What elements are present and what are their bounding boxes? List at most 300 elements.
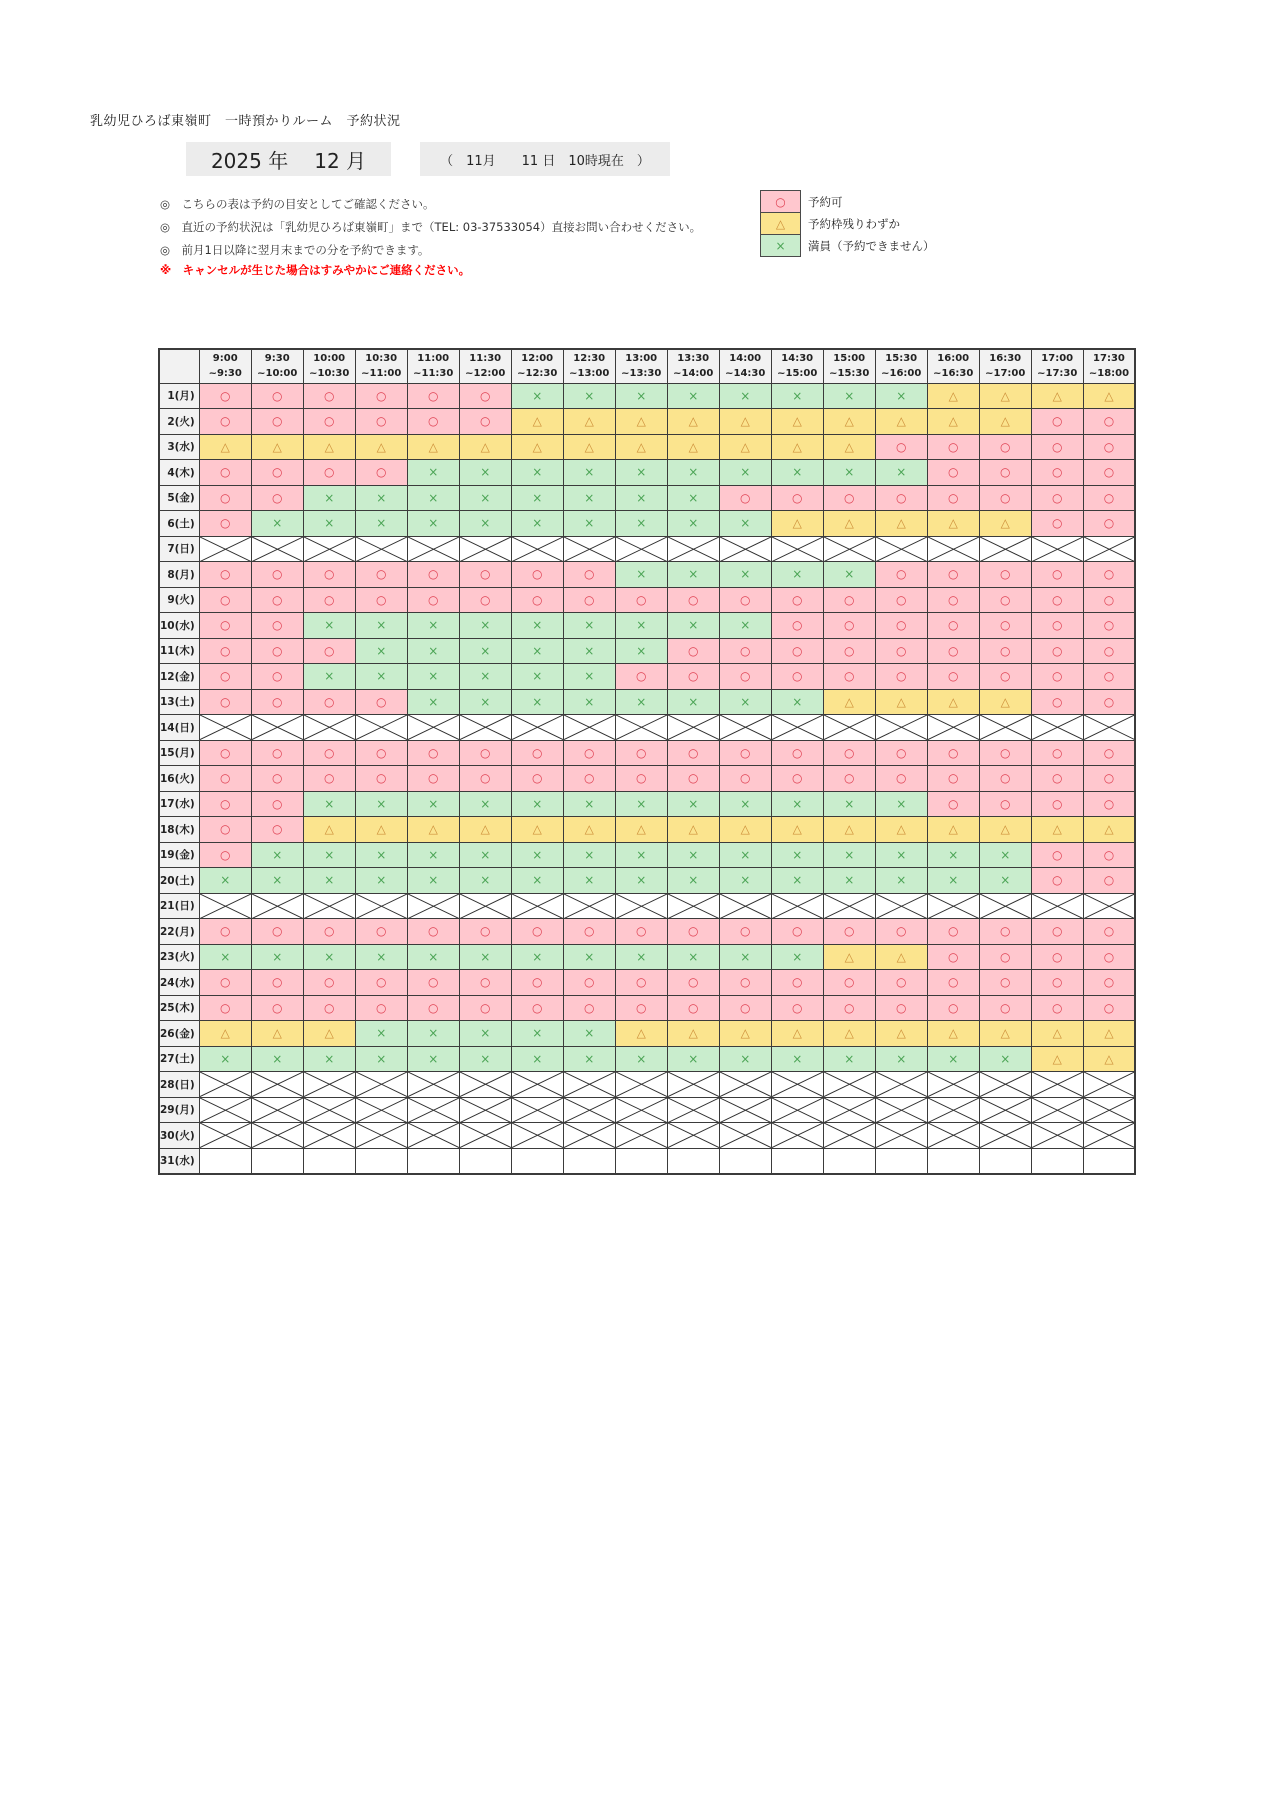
slot-cell: ○ bbox=[199, 664, 251, 690]
slot-cell: × bbox=[511, 638, 563, 664]
slot-cell: × bbox=[563, 613, 615, 639]
closed-cell bbox=[719, 1097, 771, 1123]
day-label: 21(日) bbox=[159, 893, 199, 919]
closed-cross-icon bbox=[616, 1098, 667, 1123]
closed-cross-icon bbox=[1032, 1098, 1083, 1123]
closed-cell bbox=[667, 1123, 719, 1149]
closed-cell bbox=[719, 715, 771, 741]
slot-cell: ○ bbox=[927, 740, 979, 766]
slot-cell: ○ bbox=[251, 613, 303, 639]
slot-cell: ○ bbox=[771, 970, 823, 996]
slot-cell: × bbox=[251, 1046, 303, 1072]
slot-cell: × bbox=[407, 1021, 459, 1047]
empty-cell bbox=[1083, 1148, 1135, 1174]
slot-cell: ○ bbox=[407, 562, 459, 588]
slot-cell: ○ bbox=[199, 791, 251, 817]
slot-cell: × bbox=[875, 460, 927, 486]
slot-cell: × bbox=[355, 1021, 407, 1047]
slot-cell: × bbox=[355, 485, 407, 511]
slot-cell: ○ bbox=[1031, 562, 1083, 588]
slot-cell: ○ bbox=[251, 485, 303, 511]
day-row bbox=[159, 944, 1135, 970]
closed-cross-icon bbox=[304, 894, 355, 919]
closed-cell bbox=[667, 536, 719, 562]
slot-cell: × bbox=[563, 485, 615, 511]
closed-cross-icon bbox=[1084, 537, 1135, 562]
slot-cell: △ bbox=[459, 434, 511, 460]
slot-cell: × bbox=[563, 511, 615, 537]
slot-cell: ○ bbox=[615, 740, 667, 766]
time-header: 13:00 ~13:30 bbox=[615, 349, 667, 383]
note-line: ◎ 直近の予約状況は「乳幼児ひろば東嶺町」まで（TEL: 03-37533054）直接お問い合わせください。 bbox=[160, 220, 702, 234]
day-row bbox=[159, 1148, 1135, 1174]
slot-cell: × bbox=[823, 383, 875, 409]
slot-cell: △ bbox=[407, 434, 459, 460]
slot-cell: △ bbox=[719, 434, 771, 460]
closed-cell bbox=[615, 893, 667, 919]
slot-cell: × bbox=[459, 638, 511, 664]
slot-cell: ○ bbox=[511, 740, 563, 766]
slot-cell: △ bbox=[615, 1021, 667, 1047]
closed-cross-icon bbox=[980, 537, 1031, 562]
closed-cross-icon bbox=[304, 1098, 355, 1123]
time-header: 11:00 ~11:30 bbox=[407, 349, 459, 383]
closed-cross-icon bbox=[616, 1123, 667, 1148]
slot-cell: ○ bbox=[1031, 511, 1083, 537]
slot-cell: × bbox=[355, 511, 407, 537]
slot-cell: ○ bbox=[1083, 587, 1135, 613]
empty-cell bbox=[303, 1148, 355, 1174]
closed-cell bbox=[199, 536, 251, 562]
slot-cell: △ bbox=[823, 409, 875, 435]
day-row bbox=[159, 638, 1135, 664]
empty-cell bbox=[511, 1148, 563, 1174]
slot-cell: ○ bbox=[979, 740, 1031, 766]
slot-cell: × bbox=[563, 664, 615, 690]
closed-cross-icon bbox=[824, 1072, 875, 1097]
slot-cell: × bbox=[459, 868, 511, 894]
slot-cell: △ bbox=[511, 409, 563, 435]
slot-cell: ○ bbox=[1031, 587, 1083, 613]
slot-cell: ○ bbox=[303, 383, 355, 409]
day-row bbox=[159, 970, 1135, 996]
closed-cross-icon bbox=[356, 537, 407, 562]
closed-cross-icon bbox=[252, 1098, 303, 1123]
slot-cell: × bbox=[719, 613, 771, 639]
closed-cross-icon bbox=[720, 1072, 771, 1097]
slot-cell: ○ bbox=[355, 919, 407, 945]
time-header: 15:30 ~16:00 bbox=[875, 349, 927, 383]
empty-cell bbox=[615, 1148, 667, 1174]
day-label: 2(火) bbox=[159, 409, 199, 435]
closed-cell bbox=[303, 1072, 355, 1098]
closed-cell bbox=[1031, 1097, 1083, 1123]
slot-cell: × bbox=[303, 868, 355, 894]
day-label: 8(月) bbox=[159, 562, 199, 588]
closed-cross-icon bbox=[720, 1098, 771, 1123]
slot-cell: × bbox=[511, 944, 563, 970]
closed-cell bbox=[1083, 1123, 1135, 1149]
slot-cell: ○ bbox=[667, 766, 719, 792]
slot-cell: ○ bbox=[407, 970, 459, 996]
closed-cell bbox=[823, 1097, 875, 1123]
closed-cross-icon bbox=[1032, 894, 1083, 919]
closed-cell bbox=[563, 1072, 615, 1098]
slot-cell: × bbox=[407, 664, 459, 690]
slot-cell: △ bbox=[875, 409, 927, 435]
closed-cell bbox=[407, 893, 459, 919]
slot-cell: △ bbox=[615, 817, 667, 843]
closed-cell bbox=[199, 1072, 251, 1098]
slot-cell: △ bbox=[355, 817, 407, 843]
time-header: 9:30 ~10:00 bbox=[251, 349, 303, 383]
closed-cross-icon bbox=[356, 715, 407, 740]
slot-cell: △ bbox=[511, 817, 563, 843]
slot-cell: × bbox=[303, 664, 355, 690]
closed-cross-icon bbox=[512, 894, 563, 919]
empty-cell bbox=[407, 1148, 459, 1174]
slot-cell: ○ bbox=[667, 995, 719, 1021]
slot-cell: ○ bbox=[667, 664, 719, 690]
slot-cell: × bbox=[719, 1046, 771, 1072]
day-row bbox=[159, 511, 1135, 537]
closed-cell bbox=[407, 1072, 459, 1098]
slot-cell: × bbox=[875, 1046, 927, 1072]
slot-cell: × bbox=[615, 944, 667, 970]
closed-cell bbox=[459, 536, 511, 562]
closed-cell bbox=[771, 1123, 823, 1149]
slot-cell: × bbox=[407, 868, 459, 894]
closed-cell bbox=[927, 536, 979, 562]
slot-cell: △ bbox=[927, 817, 979, 843]
closed-cell bbox=[355, 1072, 407, 1098]
closed-cross-icon bbox=[252, 1072, 303, 1097]
closed-cross-icon bbox=[460, 1123, 511, 1148]
closed-cell bbox=[303, 893, 355, 919]
slot-cell: ○ bbox=[1083, 868, 1135, 894]
empty-cell bbox=[1031, 1148, 1083, 1174]
slot-cell: △ bbox=[719, 817, 771, 843]
slot-cell: ○ bbox=[979, 613, 1031, 639]
slot-cell: ○ bbox=[407, 740, 459, 766]
slot-cell: × bbox=[927, 1046, 979, 1072]
closed-cross-icon bbox=[928, 1072, 979, 1097]
slot-cell: × bbox=[667, 383, 719, 409]
closed-cell bbox=[251, 1097, 303, 1123]
slot-cell: △ bbox=[511, 434, 563, 460]
closed-cross-icon bbox=[928, 715, 979, 740]
slot-cell: ○ bbox=[875, 664, 927, 690]
day-row bbox=[159, 893, 1135, 919]
empty-cell bbox=[927, 1148, 979, 1174]
slot-cell: ○ bbox=[1083, 409, 1135, 435]
closed-cell bbox=[407, 1097, 459, 1123]
slot-cell: ○ bbox=[927, 766, 979, 792]
closed-cross-icon bbox=[616, 715, 667, 740]
slot-cell: △ bbox=[771, 817, 823, 843]
closed-cross-icon bbox=[824, 715, 875, 740]
slot-cell: ○ bbox=[407, 919, 459, 945]
closed-cross-icon bbox=[980, 1072, 1031, 1097]
reservation-body bbox=[159, 383, 1135, 1174]
slot-cell: ○ bbox=[199, 689, 251, 715]
closed-cell bbox=[303, 715, 355, 741]
slot-cell: ○ bbox=[303, 587, 355, 613]
closed-cross-icon bbox=[252, 894, 303, 919]
closed-cross-icon bbox=[668, 1098, 719, 1123]
slot-cell: × bbox=[303, 511, 355, 537]
closed-cross-icon bbox=[876, 1098, 927, 1123]
slot-cell: × bbox=[615, 485, 667, 511]
slot-cell: △ bbox=[303, 434, 355, 460]
closed-cross-icon bbox=[772, 1072, 823, 1097]
slot-cell: ○ bbox=[199, 460, 251, 486]
day-row bbox=[159, 562, 1135, 588]
closed-cell bbox=[199, 715, 251, 741]
closed-cross-icon bbox=[824, 894, 875, 919]
slot-cell: ○ bbox=[303, 460, 355, 486]
closed-cross-icon bbox=[720, 537, 771, 562]
slot-cell: ○ bbox=[823, 766, 875, 792]
slot-cell: × bbox=[407, 689, 459, 715]
slot-cell: ○ bbox=[251, 740, 303, 766]
slot-cell: ○ bbox=[251, 562, 303, 588]
day-row bbox=[159, 1123, 1135, 1149]
empty-cell bbox=[771, 1148, 823, 1174]
slot-cell: ○ bbox=[199, 587, 251, 613]
slot-cell: ○ bbox=[1083, 791, 1135, 817]
slot-cell: ○ bbox=[823, 970, 875, 996]
slot-cell: ○ bbox=[407, 383, 459, 409]
slot-cell: ○ bbox=[1083, 689, 1135, 715]
closed-cross-icon bbox=[564, 894, 615, 919]
slot-cell: × bbox=[407, 791, 459, 817]
day-row bbox=[159, 791, 1135, 817]
slot-cell: × bbox=[667, 613, 719, 639]
closed-cross-icon bbox=[512, 1123, 563, 1148]
slot-cell: × bbox=[615, 562, 667, 588]
slot-cell: ○ bbox=[823, 740, 875, 766]
slot-cell: △ bbox=[979, 383, 1031, 409]
day-label: 3(水) bbox=[159, 434, 199, 460]
slot-cell: △ bbox=[667, 817, 719, 843]
slot-cell: ○ bbox=[459, 970, 511, 996]
slot-cell: ○ bbox=[199, 485, 251, 511]
slot-cell: ○ bbox=[1083, 511, 1135, 537]
closed-cell bbox=[199, 1123, 251, 1149]
closed-cell bbox=[771, 893, 823, 919]
slot-cell: ○ bbox=[927, 638, 979, 664]
closed-cross-icon bbox=[460, 537, 511, 562]
day-label: 31(水) bbox=[159, 1148, 199, 1174]
closed-cell bbox=[719, 893, 771, 919]
closed-cell bbox=[251, 893, 303, 919]
slot-cell: ○ bbox=[927, 562, 979, 588]
closed-cross-icon bbox=[460, 1072, 511, 1097]
day-label: 10(水) bbox=[159, 613, 199, 639]
slot-cell: × bbox=[303, 944, 355, 970]
slot-cell: ○ bbox=[875, 485, 927, 511]
slot-cell: △ bbox=[927, 689, 979, 715]
notes-list bbox=[160, 193, 701, 262]
slot-cell: ○ bbox=[615, 587, 667, 613]
slot-cell: × bbox=[459, 613, 511, 639]
slot-cell: △ bbox=[199, 1021, 251, 1047]
closed-cell bbox=[511, 1123, 563, 1149]
slot-cell: ○ bbox=[875, 587, 927, 613]
slot-cell: △ bbox=[1083, 383, 1135, 409]
closed-cross-icon bbox=[876, 1072, 927, 1097]
closed-cell bbox=[407, 1123, 459, 1149]
slot-cell: × bbox=[615, 383, 667, 409]
slot-cell: × bbox=[823, 562, 875, 588]
closed-cell bbox=[719, 1123, 771, 1149]
slot-cell: × bbox=[771, 791, 823, 817]
slot-cell: ○ bbox=[199, 919, 251, 945]
year-month-box bbox=[186, 142, 391, 176]
slot-cell: × bbox=[563, 1021, 615, 1047]
slot-cell: × bbox=[771, 562, 823, 588]
slot-cell: × bbox=[407, 485, 459, 511]
closed-cell bbox=[979, 1072, 1031, 1098]
day-row bbox=[159, 1046, 1135, 1072]
slot-cell: × bbox=[667, 460, 719, 486]
slot-cell: × bbox=[511, 383, 563, 409]
slot-cell: △ bbox=[303, 1021, 355, 1047]
slot-cell: ○ bbox=[1083, 485, 1135, 511]
day-label: 24(水) bbox=[159, 970, 199, 996]
slot-cell: ○ bbox=[355, 460, 407, 486]
slot-cell: ○ bbox=[459, 766, 511, 792]
legend-row-full bbox=[760, 235, 935, 257]
slot-cell: × bbox=[979, 868, 1031, 894]
slot-cell: × bbox=[251, 842, 303, 868]
slot-cell: × bbox=[199, 944, 251, 970]
slot-cell: ○ bbox=[771, 638, 823, 664]
empty-cell bbox=[875, 1148, 927, 1174]
slot-cell: ○ bbox=[199, 562, 251, 588]
time-header: 15:00 ~15:30 bbox=[823, 349, 875, 383]
closed-cell bbox=[1031, 1123, 1083, 1149]
slot-cell: ○ bbox=[615, 995, 667, 1021]
closed-cross-icon bbox=[1032, 1072, 1083, 1097]
slot-cell: ○ bbox=[823, 995, 875, 1021]
slot-cell: ○ bbox=[979, 434, 1031, 460]
slot-cell: ○ bbox=[771, 613, 823, 639]
closed-cell bbox=[615, 1097, 667, 1123]
slot-cell: ○ bbox=[1031, 434, 1083, 460]
closed-cell bbox=[719, 1072, 771, 1098]
slot-cell: × bbox=[615, 613, 667, 639]
day-label: 6(土) bbox=[159, 511, 199, 537]
slot-cell: ○ bbox=[719, 919, 771, 945]
day-row bbox=[159, 689, 1135, 715]
slot-cell: × bbox=[563, 791, 615, 817]
slot-cell: × bbox=[875, 791, 927, 817]
slot-cell: ○ bbox=[1083, 434, 1135, 460]
slot-cell: ○ bbox=[1083, 766, 1135, 792]
page-title: 乳幼児ひろば東嶺町 一時預かりルーム 予約状況 bbox=[90, 114, 401, 129]
closed-cross-icon bbox=[408, 1072, 459, 1097]
slot-cell: × bbox=[979, 842, 1031, 868]
slot-cell: △ bbox=[407, 817, 459, 843]
day-label: 1(月) bbox=[159, 383, 199, 409]
slot-cell: ○ bbox=[615, 919, 667, 945]
slot-cell: × bbox=[667, 1046, 719, 1072]
slot-cell: △ bbox=[563, 817, 615, 843]
closed-cross-icon bbox=[1084, 894, 1135, 919]
slot-cell: × bbox=[459, 1021, 511, 1047]
closed-cross-icon bbox=[772, 715, 823, 740]
slot-cell: △ bbox=[979, 817, 1031, 843]
slot-cell: × bbox=[511, 460, 563, 486]
slot-cell: ○ bbox=[823, 664, 875, 690]
slot-cell: △ bbox=[563, 434, 615, 460]
slot-cell: × bbox=[459, 511, 511, 537]
slot-cell: × bbox=[459, 944, 511, 970]
closed-cross-icon bbox=[824, 537, 875, 562]
day-label: 17(水) bbox=[159, 791, 199, 817]
slot-cell: ○ bbox=[927, 970, 979, 996]
slot-cell: ○ bbox=[615, 970, 667, 996]
slot-cell: × bbox=[355, 664, 407, 690]
slot-cell: × bbox=[563, 868, 615, 894]
closed-cross-icon bbox=[304, 537, 355, 562]
slot-cell: △ bbox=[927, 409, 979, 435]
closed-cell bbox=[459, 1097, 511, 1123]
slot-cell: △ bbox=[719, 409, 771, 435]
closed-cell bbox=[1083, 893, 1135, 919]
slot-cell: ○ bbox=[1083, 460, 1135, 486]
slot-cell: ○ bbox=[927, 664, 979, 690]
as-of-box: （ 11月 11 日 10時現在 ） bbox=[420, 142, 670, 176]
slot-cell: ○ bbox=[979, 944, 1031, 970]
slot-cell: ○ bbox=[303, 689, 355, 715]
slot-cell: × bbox=[615, 791, 667, 817]
slot-cell: ○ bbox=[875, 740, 927, 766]
slot-cell: ○ bbox=[1031, 766, 1083, 792]
slot-cell: × bbox=[615, 868, 667, 894]
closed-cross-icon bbox=[564, 1098, 615, 1123]
slot-cell: △ bbox=[927, 1021, 979, 1047]
closed-cell bbox=[303, 536, 355, 562]
day-label: 27(土) bbox=[159, 1046, 199, 1072]
slot-cell: ○ bbox=[251, 817, 303, 843]
slot-cell: × bbox=[459, 791, 511, 817]
slot-cell: × bbox=[719, 868, 771, 894]
slot-cell: × bbox=[563, 460, 615, 486]
slot-cell: ○ bbox=[771, 919, 823, 945]
legend-label: 予約可 bbox=[808, 194, 843, 209]
empty-cell bbox=[563, 1148, 615, 1174]
slot-cell: ○ bbox=[199, 740, 251, 766]
empty-cell bbox=[823, 1148, 875, 1174]
slot-cell: × bbox=[407, 613, 459, 639]
slot-cell: ○ bbox=[407, 587, 459, 613]
slot-cell: ○ bbox=[1083, 995, 1135, 1021]
slot-cell: ○ bbox=[979, 587, 1031, 613]
slot-cell: ○ bbox=[251, 383, 303, 409]
slot-cell: ○ bbox=[1083, 919, 1135, 945]
slot-cell: × bbox=[303, 1046, 355, 1072]
slot-cell: ○ bbox=[251, 409, 303, 435]
closed-cell bbox=[979, 715, 1031, 741]
slot-cell: ○ bbox=[667, 638, 719, 664]
slot-cell: × bbox=[563, 842, 615, 868]
closed-cell bbox=[1031, 715, 1083, 741]
closed-cell bbox=[251, 1123, 303, 1149]
closed-cross-icon bbox=[980, 894, 1031, 919]
